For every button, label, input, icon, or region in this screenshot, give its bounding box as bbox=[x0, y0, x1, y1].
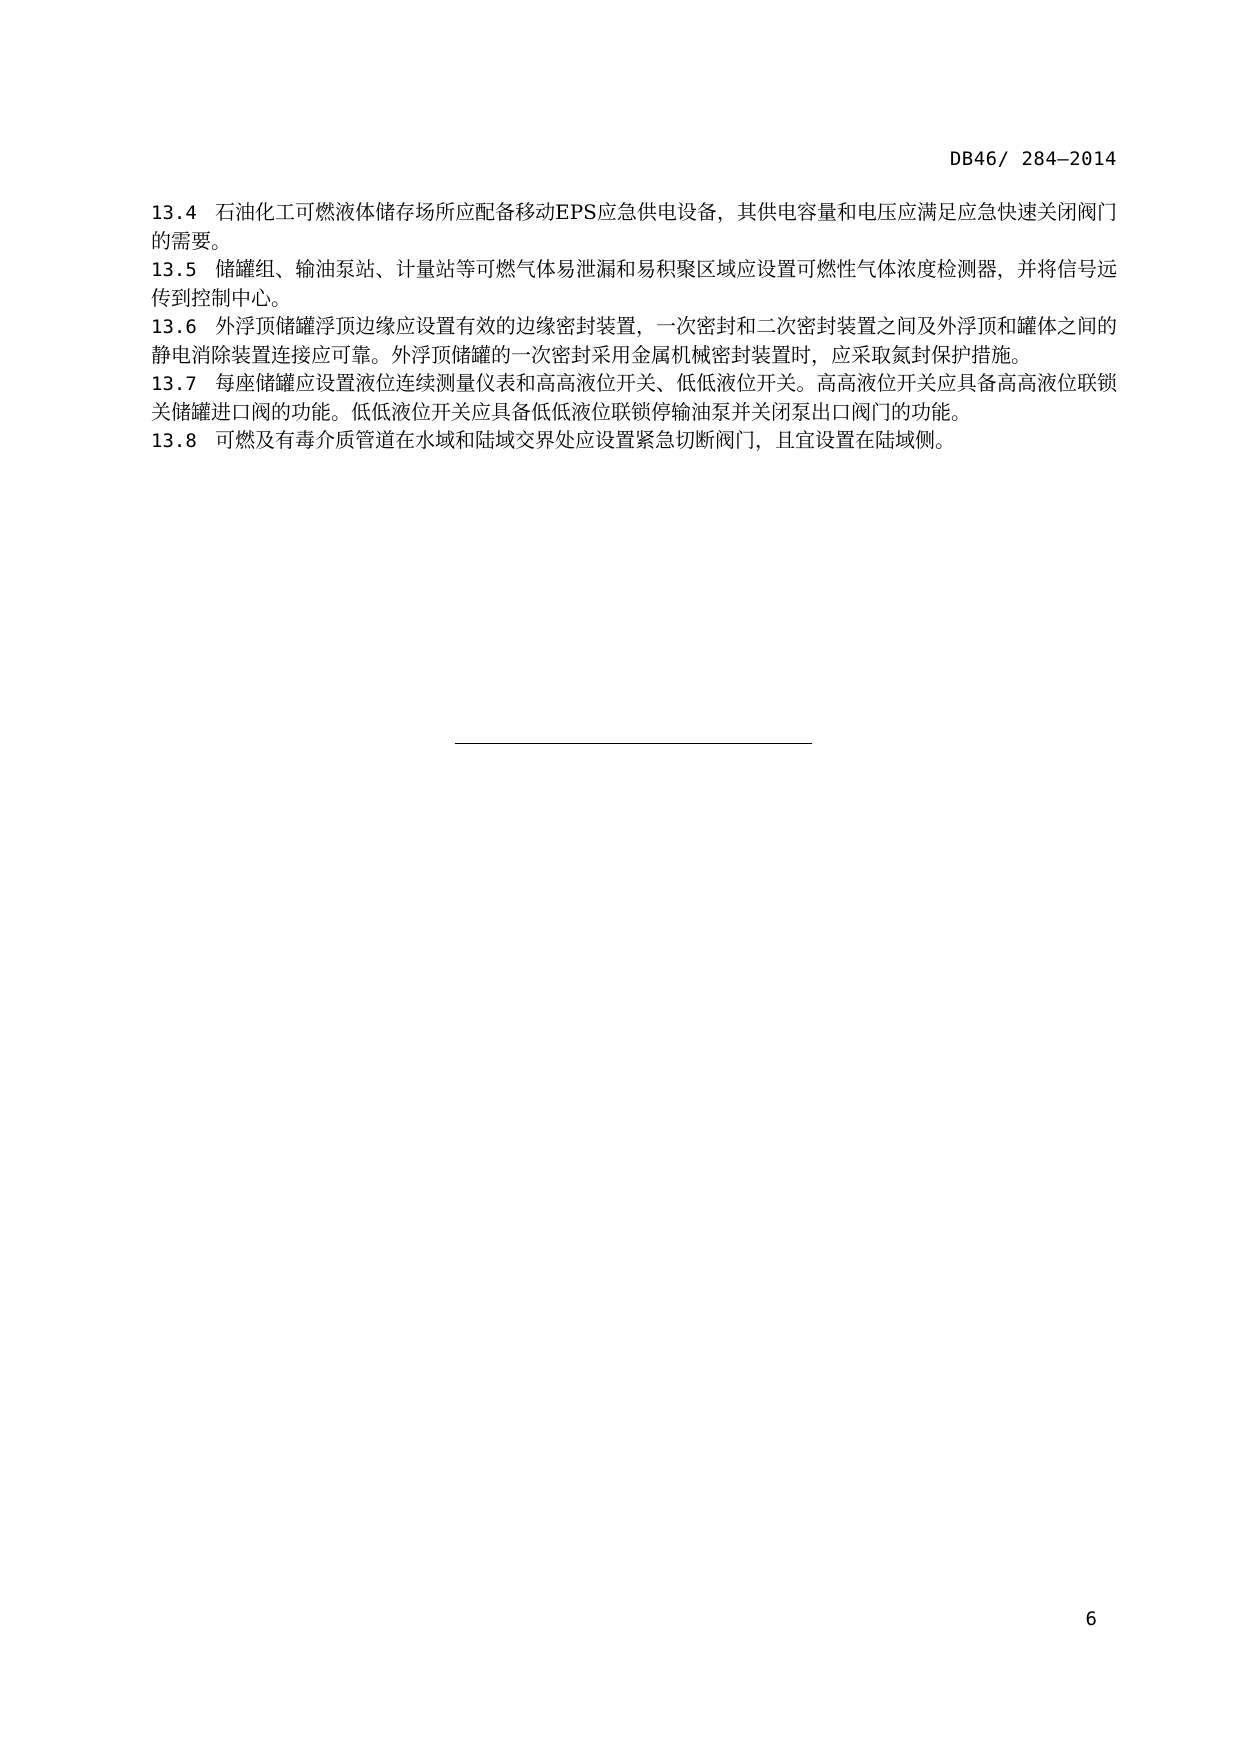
document-code: DB46/ 284—2014 bbox=[949, 148, 1117, 170]
clause-text: 每座储罐应设置液位连续测量仪表和高高液位开关、低低液位开关。高高液位开关应具备高高液位联锁关储罐进口阀的功能。低低液位开关应具备低低液位联锁停输油泵并关闭泵出口阀门的功能。 bbox=[151, 371, 1117, 424]
page-number: 6 bbox=[1085, 1608, 1097, 1630]
clause-number: 13.6 bbox=[151, 316, 197, 338]
clause-13-5 bbox=[151, 255, 1117, 312]
clause-text: 石油化工可燃液体储存场所应配备移动EPS应急供电设备，其供电容量和电压应满足应急快速关闭阀门的需要。 bbox=[151, 200, 1117, 253]
clause-number: 13.7 bbox=[151, 373, 197, 395]
clause-text: 可燃及有毒介质管道在水域和陆域交界处应设置紧急切断阀门，且宜设置在陆域侧。 bbox=[215, 428, 955, 452]
clause-13-6 bbox=[151, 312, 1117, 369]
clause-number: 13.8 bbox=[151, 430, 197, 452]
clause-number: 13.5 bbox=[151, 259, 197, 281]
clause-text: 储罐组、输油泵站、计量站等可燃气体易泄漏和易积聚区域应设置可燃性气体浓度检测器，并将信号远传到控制中心。 bbox=[151, 257, 1117, 310]
clause-13-4 bbox=[151, 198, 1117, 255]
clause-13-7 bbox=[151, 369, 1117, 426]
clause-text: 外浮顶储罐浮顶边缘应设置有效的边缘密封装置，一次密封和二次密封装置之间及外浮顶和罐体之间的静电消除装置连接应可靠。外浮顶储罐的一次密封采用金属机械密封装置时，应采取氮封保护措施。 bbox=[151, 314, 1117, 367]
end-of-document-rule bbox=[455, 743, 812, 744]
clause-number: 13.4 bbox=[151, 202, 197, 224]
clause-13-8 bbox=[151, 426, 1117, 455]
clause-list bbox=[151, 198, 1117, 455]
